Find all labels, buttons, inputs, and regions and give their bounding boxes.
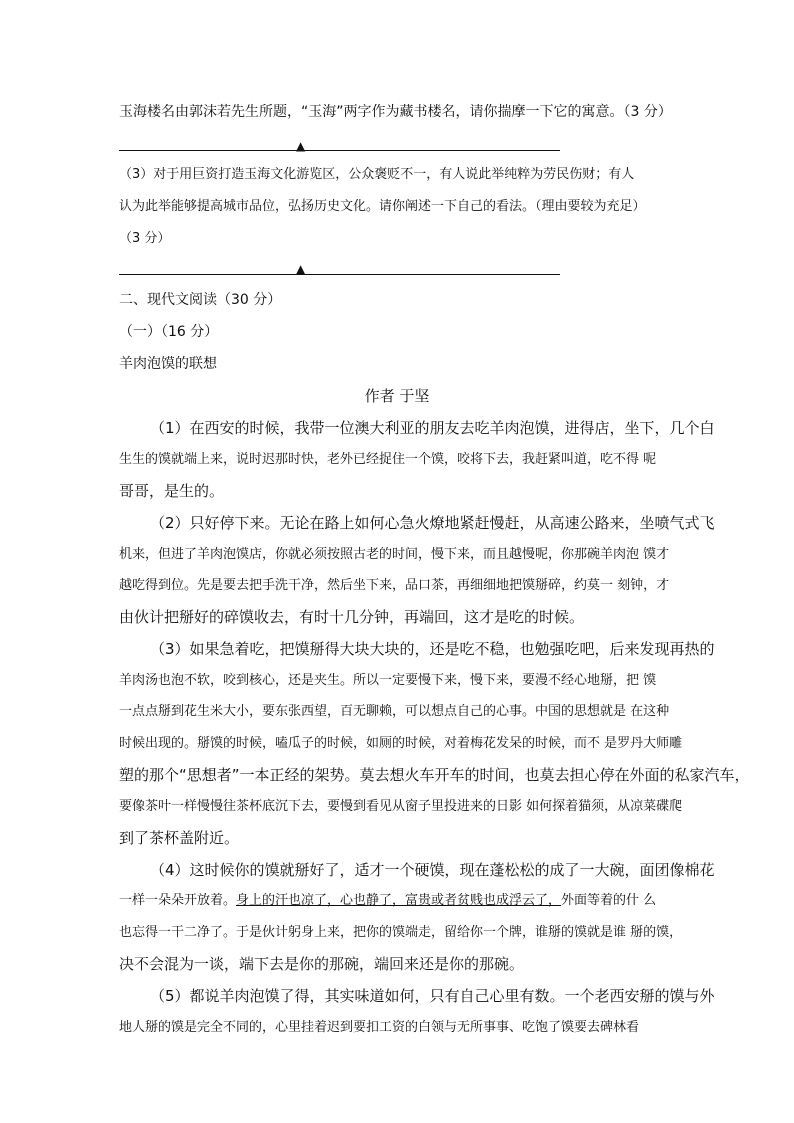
para1-line-2: 生生的馍就端上来，说时迟那时快，老外已经捉住一个馍，咬将下去，我赶紧叫道，吃不得 呢 [119,452,657,467]
subsection-heading: （一）（16 分） [119,324,219,340]
para4-line-3: 也忘得一干二净了。于是伙计躬身上来，把你的馍端走，留给你一个牌，谁掰的馍就是谁 掰的馍， [119,925,683,940]
answer-marker-icon: ▲ [296,262,306,276]
para3-line-5: 塑的那个“思想者”一本正经的架势。莫去想火车开车的时间，也莫去担心停在外面的私家汽车， [119,766,750,784]
para3-line-4: 时候出现的。掰馍的时候，嗑瓜子的时候，如厕的时候，对着梅花发呆的时候，而不 是罗丹大师雕 [119,736,683,751]
section-heading: 二、现代文阅读（30 分） [119,292,282,308]
para3-line-3: 一点点掰到花生米大小，要东张西望，百无聊赖，可以想点自己的心事。中国的思想就是 在这种 [119,704,670,719]
q3-line-1: （3）对于用巨资打造玉海文化游览区，公众褒贬不一，有人说此举纯粹为劳民伤财；有人 [119,167,635,182]
para4-line-2-end: 外面等着的什 么 [561,893,657,908]
answer-marker-icon: ▲ [296,139,306,153]
para4-line-4: 决不会混为一谈，端下去是你的那碗，端回来还是你的那碗。 [119,955,525,973]
q3-line-3: （3 分） [119,231,171,246]
para2-line-2: 机来，但进了羊肉泡馍店，你就必须按照古老的时间，慢下来，而且越慢呢，你那碗羊肉泡 馍才 [119,547,670,562]
para2-line-3: 越吃得到位。先是要去把手洗干净，然后坐下来，品口茶，再细细地把馍掰碎，约莫一 刻钟，才 [119,578,670,593]
para3-line-6: 要像茶叶一样慢慢往茶杯底沉下去，要慢到看见从窗子里投进来的日影 如何探着猫须，从凉菜碟爬 [119,799,683,814]
para4-line-2-start: 一样一朵朵开放着。 [119,893,237,908]
underlined-sentence: 身上的汗也凉了，心也静了，富贵或者贫贱也成浮云了， [236,893,562,908]
para3-line-7: 到了茶杯盖附近。 [119,829,240,847]
para5-line-1: （5）都说羊肉泡馍了得，其实味道如何，只有自己心里有数。一个老西安掰的馍与外 [150,987,715,1005]
para2-line-1: （2）只好停下来。无论在路上如何心急火燎地紧赶慢赶，从高速公路来，坐喷气式飞 [150,514,715,532]
q2-text: 玉海楼名由郭沫若先生所题，“玉海”两字作为藏书楼名，请你揣摩一下它的寓意。（3 分） [119,104,672,120]
para3-line-1: （3）如果急着吃，把馍掰得大块大块的，还是吃不稳，也勉强吃吧，后来发现再热的 [150,640,715,658]
para1-line-3: 哥哥，是生的。 [119,482,225,500]
para4-line-1: （4）这时候你的馍就掰好了，适才一个硬馍，现在蓬松松的成了一大碗，面团像棉花 [150,861,715,879]
para5-line-2: 地人掰的馍是完全不同的，心里挂着迟到要扣工资的白领与无所事事、吃饱了馍要去碑林看 [119,1020,640,1035]
para1-line-1: （1）在西安的时候，我带一位澳大利亚的朋友去吃羊肉泡馍，进得店，坐下，几个白 [150,419,715,437]
article-title: 羊肉泡馍的联想 [119,356,217,372]
answer-line [119,274,560,275]
q3-line-2: 认为此举能够提高城市品位，弘扬历史文化。请你阐述一下自己的看法。（理由要较为充足） [119,199,646,214]
article-author: 作者 于坚 [364,387,430,405]
para4-line-2 [119,891,656,911]
para3-line-2: 羊肉汤也泡不软，咬到核心，还是夹生。所以一定要慢下来，慢下来，要漫不经心地掰，把 馍 [119,673,657,688]
answer-line [119,150,560,151]
para2-line-4: 由伙计把掰好的碎馍收去，有时十几分钟，再端回，这才是吃的时候。 [119,608,585,626]
